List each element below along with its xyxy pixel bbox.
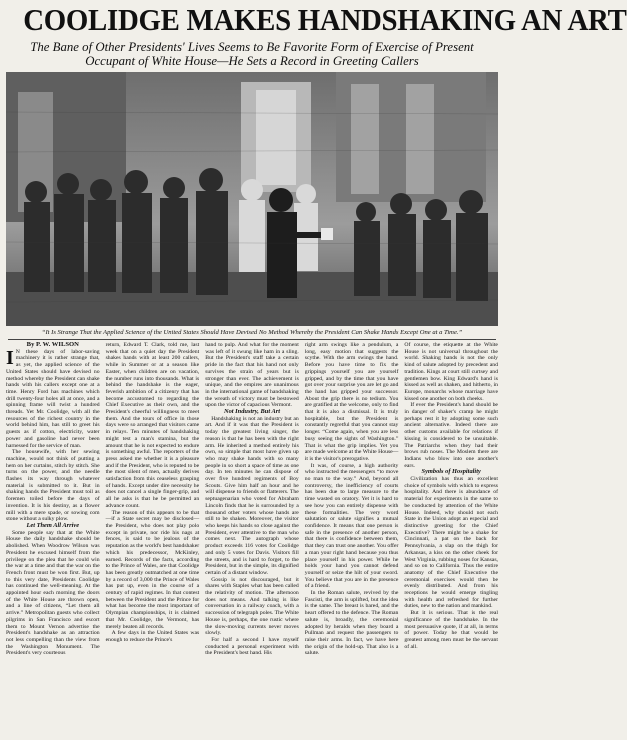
column-2 xyxy=(106,342,200,740)
subheadline: The Bane of Other Presidents' Lives Seems to Be Favorite Form of Exercise of Present Occupant of White House—He Sets a Record in Greeting Callers xyxy=(30,40,474,68)
section-subheading: Let Them All Arrive xyxy=(26,521,80,529)
article-paragraph: Civilization has thus an excellent choice of symbols with which to express hospitality. And there is abundance of material for experiments in the same to be conducted by attention of the White House. Indeed, why should not each State in the Union adopt an especial and distinctive greeting for the Chief Executive? There might be a shake for Cincinnati, a pat on the back for Pennsylvania, a slap on the thigh for Arkansas, a kiss on the other cheek for West Virginia, rubbing noses for Kansas, and so on to California. Thus the entire anatomy of the Chief Executive the ceremonial exercises would then be evenly distributed. And from his receptions he would emerge tingling with health and refreshed for further duties, new to the nation and mankind. xyxy=(404,476,498,610)
article-paragraph: return, Edward T. Clark, told me, last week that on a quiet day the President shakes hands with at least 200 callers, while in Summer or at a season like Easter, when children are on vacation, the number runs into thousands. What is behind the handshake is the eager, feverish ambition of a citizenry that has become accustomed to regarding the Chief Executive as their own, and the President's cheerful willingness to meet them. And the tours of office in those days were so arranged that visitors came in relays. Ten minutes of handshaking might test a man's stamina, but the amount that he is not expected to endure is something awful. The reporters of the press asked me whether it is a pleasure and if the President, who is reputed to be the most silent of men, actually derives satisfaction from this ceaseless grasping of hands. Except under dire necessity he does not cancel a single finger-grip, and all he asks is that he be permitted an advance count. xyxy=(105,342,200,509)
column-3 xyxy=(205,342,299,740)
column-4 xyxy=(305,342,399,740)
article-paragraph: right arm swings like a pendulum, a long, easy motion that suggests the scythe. With the arm swings the hand. Before you have time to fix the grippings yourself you are yourself gripped, and by the time that you have got over your surprise you are let go and the hand has gripped your successor. About the grip there is no tedium. You are gratified at the welcome, only to find that it is also a dismissal. It is truly hospitable, but the President is constantly regretful that you cannot stay longer. “Come again, when you are less busy seeing the sights of Washington.” That is what the grip implies. Yet you are made welcome at the White House—it is the visitor's prerogative. xyxy=(304,342,399,462)
article-paragraph: Some people say that at the White House the daily handshake should be abolished. When Woodrow Wilson was President he excused himself from the privilege on the plea that he could win the war at a time and that the war on the French front must be won first. But, up to this very date, Presidents Coolidge has continued the well-meaning. At the appointed hour each morning the doors of the White House are thrown open, and a line of citizens, “Let them all arrive.” Metropolitan guests who collect pilgrims in San Francisco and escort them to Mount Vernon advertise the President's handshake as an attraction not less compelling than the view from the Washington Monument. The President's very courteous xyxy=(6,529,100,657)
column-1 xyxy=(6,342,100,740)
column-5 xyxy=(404,342,498,740)
article-paragraph: Gossip is not discouraged, but it shares with Staples what has been called the relativity of motion. The afternoon does not means. And talking is like conversation in a railway coach, with a succession of telegraph poles. The White House is, perhaps, the one rustic where the slow-moving currents never moves slowly. xyxy=(205,576,299,637)
byline: By P. W. WILSON xyxy=(26,341,79,348)
headline: COOLIDGE MAKES HANDSHAKING AN ART xyxy=(23,2,627,37)
article-paragraph: Handshaking is not an industry but an art. And if it was that the President is today the greatest living singer, the reason is that he has been with the right arm. He inherited a method entirely his own, so simple that most have given up who may shake hands with so many people in so short a space of time as one day. In ten minutes he can dispose of over five hundred regiments of Boy Scouts. Give him half an hour and he will dispense to friends or flatterers. The septuagenarian who voted for Abraham Lincoln finds that he is surrounded by a thousand other voters whose hands are still to be shaken. Moreover, the visitor who keeps his hands so close against the President, ever attentive to the man who comes next. The autograph whose product exceeds 116 votes for Coolidge and only 5 votes for Davis. Visitors fill the streets, and is hard to forget, to the President, but in the simple, its dignified certain of a distant window. xyxy=(205,415,299,576)
photo-caption: “It Is Strange That the Applied Science of the United States Should Have Devised No Method Whereby the President Can Shake Hands Except One at a Time.” xyxy=(41,329,463,336)
article-paragraph: The housewife, with her sewing machine, would not think of putting a hem on her curtains, stitch by stitch. She turns on the power, and the needle flashes its way through whatever material is submitted to it. But in shaking hands the President must toil as foremen toiled before the days of invention. It is his destiny, as a flower mill with a mere spade, or sowing com stone without a sulky plow. xyxy=(6,449,100,523)
article-paragraph: In the Roman salute, revived by the Fascisti, the arm is uplifted, but the idea is the same. The breast is bared, and the heart offered to the defence. The Roman salute is, broadly, the ceremonial adopted by heralds when they board a Pullman and request the passengers to raise their arms. In fact, we have here the origin of the hold-up. That also is a salute. xyxy=(304,590,399,657)
article-paragraph: The reason of this appears to be that—if a State secret may be disclosed—the President, who does not play polo except in private, nor ride his nags at fences, is said to be jealous of the reputation as the world's best handshaker which his predecessor, McKinley, earned. Records of the facts, according to the Prince of Wales, are that Coolidge has been greatly outmatched at one time by a record of 3,000 the Prince of Wales has put up, even in the course of a century of rapid regimes. In that contest between the President and the Prince for what has become the most important of Olympian championships, it is claimed that Mr. Coolidge, the Vermont, has merely beaten all records. xyxy=(105,509,200,630)
article-paragraph: A few days in the United States was enough to reduce the Prince's xyxy=(105,630,200,643)
article-paragraph: hand to pulp. And what for the moment was left of it swung like ham in a sling. But the President's staff take a certain pride in the fact that his hand not only survives the strain of years but is stronger than ever. The achievement is unique, and the empires are unanimous in the international game of handshaking the wreath of victory must be bestowed upon the victor of capacious Vermont. xyxy=(205,342,299,409)
paragraph-text: N these days of labor-saving machinery it is rather strange that, as yet, the applied science of the United States should have devised no method whereby the President can shake hands with his callers except one at a time. Henry Ford has machines which drill twenty-four holes all at once, and a spinning frame will twist a hundred threads. Yet Mr. Coolidge, with all the resources of the richest country in the world behind him, has still to greet his guests as if cotton, electricity, water power and gasoline had never been harnessed for the service of man. xyxy=(6,348,100,449)
article-paragraph: But it is serious. That is the real significance of the handshake. In the most persuasive quote, if at all, in terms of power. Today he that would be greatest among men must be the servant of all. xyxy=(404,610,498,650)
article-paragraph: If ever the President's hand should be in danger of shaker's cramp he might perhaps rest it by adopting some such ancient alternative. Indeed there are other customs available for relations if kissing is considered to be unsuitable. The Patriarchs when they had their brows rub noses. The Moslem there are Indians who blow into one another's ears. xyxy=(404,402,498,469)
article-paragraph: It was, of course, a high authority who instructed the messengers “to move no man to the way.” And, beyond all controversy, the inefficiency of courts has been due to large measure to the time wasted on oratory. Yet it is hard to see how you can entirely dispense with these formalities. The very word salutation or salute signifies a mutual confidence. It means that one person is safe in the presence of another person, that there is confidence between them, that they can trust one another. You offer a man your right hand because you thus place yourself in his power. While he holds your hand you cannot defend yourself or seize the hilt of your sword. You believe that you are in the presence of a friend. xyxy=(304,462,399,590)
article-paragraph: For half a second I have myself conducted a personal experiment with the President's best hand. His xyxy=(205,636,299,657)
section-subheading: Symbols of Hospitality xyxy=(421,468,481,476)
divider xyxy=(8,339,496,340)
drop-cap: I xyxy=(6,346,14,369)
article-paragraph xyxy=(6,346,100,450)
photo-illustration xyxy=(6,72,498,326)
article-body xyxy=(6,342,498,740)
photo-image xyxy=(6,72,498,326)
article-paragraph: Of course, the etiquette at the White House is not universal throughout the world. Shaking hands is not the only kind of salute adopted by precedent and tradition. Kings at court still curtsey and gentlemen bow. King Edward's hand is kissed as well as shaken, and hitherto, in Europe, monarchs whose marriage have kissed one another on both cheeks. xyxy=(404,342,498,402)
section-subheading: Not Industry, But Art xyxy=(223,408,280,416)
